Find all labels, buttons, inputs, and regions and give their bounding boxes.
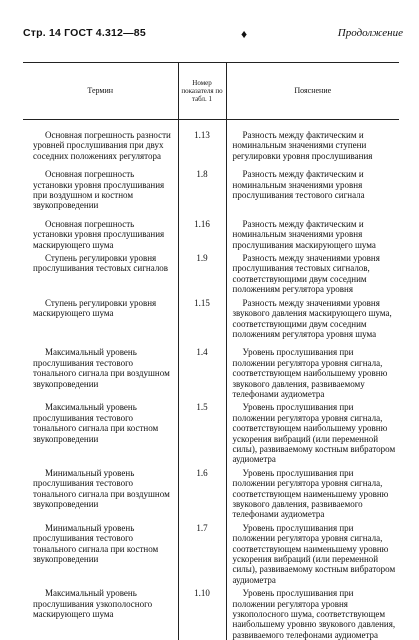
number-cell: 1.15	[178, 295, 226, 340]
explanation-cell: Разность между значениями уровня прослушивания тестовых сигналов, соответствующими двум соседним положениям регулятора уровня	[232, 253, 380, 295]
explanation-cell: Уровень прослушивания при положении регулятора уровня сигнала, соответствующем наибольшему уровню ускорения вибраций (или переменной силы), развиваемому костным вибратором аудиометра	[232, 402, 396, 465]
explanation-cell: Разность между значениями уровня звукового давления маскирующего шума, соответствующими двум соседним положениям регулятора уровня шума	[232, 297, 392, 339]
number-cell: 1.5	[178, 399, 226, 464]
diamond-icon: ♦	[241, 27, 248, 41]
explanation-cell: Разность между фактическим и номинальным значениями уровня прослушивания тестового сигнала	[232, 169, 365, 201]
table-row	[23, 120, 399, 162]
page-number-label: Стр. 14 ГОСТ 4.312—85	[23, 27, 146, 39]
table-row	[23, 399, 399, 464]
table-row	[23, 465, 399, 520]
number-cell: 1.16	[178, 211, 226, 250]
explanation-cell: Разность между фактическим и номинальным значениями ступени регулировки уровня прослушивания	[232, 130, 373, 161]
table-row	[23, 520, 399, 585]
table-row	[23, 339, 399, 399]
term-cell: Минимальный уровень прослушивания тестового тонального сигнала при костном звукопроведении	[23, 520, 178, 585]
explanation-cell: Разность между фактическим и номинальным значениями уровня прослушивания маскирующего шума	[232, 218, 376, 250]
number-cell: 1.6	[178, 465, 226, 520]
term-cell: Основная погрешность установки уровня прослушивания при воздушном и костном звукопроведении	[23, 161, 178, 211]
column-header-number: Номер показателя по табл. 1	[178, 63, 226, 120]
table-header-row	[23, 63, 399, 120]
number-cell: 1.8	[178, 161, 226, 211]
terms-table	[23, 62, 399, 640]
number-cell: 1.7	[178, 520, 226, 585]
explanation-cell: Уровень прослушивания при положении регулятора уровня узкополосного шума, соответствующем наибольшему уровню звукового давления, развиваемого телефонами аудиометра	[232, 588, 396, 640]
table-row	[23, 161, 399, 211]
explanation-cell: Уровень прослушивания при положении регулятора уровня сигнала, соответствующем наибольшему уровню звукового давления, развиваемому телефонами аудиометра	[232, 347, 388, 399]
table-row	[23, 250, 399, 295]
continuation-label: Продолжение	[337, 27, 403, 39]
term-cell: Ступень регулировки уровня маскирующего шума	[23, 295, 178, 340]
term-cell: Максимальный уровень прослушивания тестового тонального сигнала при воздушном звукопроведении	[23, 339, 178, 399]
term-cell: Основная погрешность установки уровня прослушивания маскирующего шума	[23, 211, 178, 250]
term-cell: Максимальный уровень прослушивания узкополосного маскирующего шума	[23, 585, 178, 640]
number-cell: 1.13	[178, 120, 226, 162]
term-cell: Максимальный уровень прослушивания тестового тонального сигнала при костном звукопроведении	[23, 399, 178, 464]
table-row	[23, 211, 399, 250]
number-cell: 1.4	[178, 339, 226, 399]
table-row	[23, 585, 399, 640]
term-cell: Минимальный уровень прослушивания тестового тонального сигнала при воздушном звукопроведении	[23, 465, 178, 520]
column-header-term: Термин	[23, 63, 178, 120]
term-cell: Основная погрешность разности уровней прослушивания при двух соседних положениях регулятора	[23, 120, 178, 162]
term-cell: Ступень регулировки уровня прослушивания тестовых сигналов	[23, 250, 178, 295]
column-header-explanation: Пояснение	[226, 63, 399, 120]
page-header	[23, 27, 403, 47]
table-row	[23, 295, 399, 340]
number-cell: 1.9	[178, 250, 226, 295]
explanation-cell: Уровень прослушивания при положении регулятора уровня сигнала, соответствующем наименьшему уровню звукового давления, развиваемого телефонами аудиометра	[232, 467, 389, 520]
number-cell: 1.10	[178, 585, 226, 640]
explanation-cell: Уровень прослушивания при положении регулятора уровня сигнала, соответствующем наименьшему уровню ускорения вибраций (или переменной силы), развиваемому костным вибратором аудиометра	[232, 522, 396, 585]
